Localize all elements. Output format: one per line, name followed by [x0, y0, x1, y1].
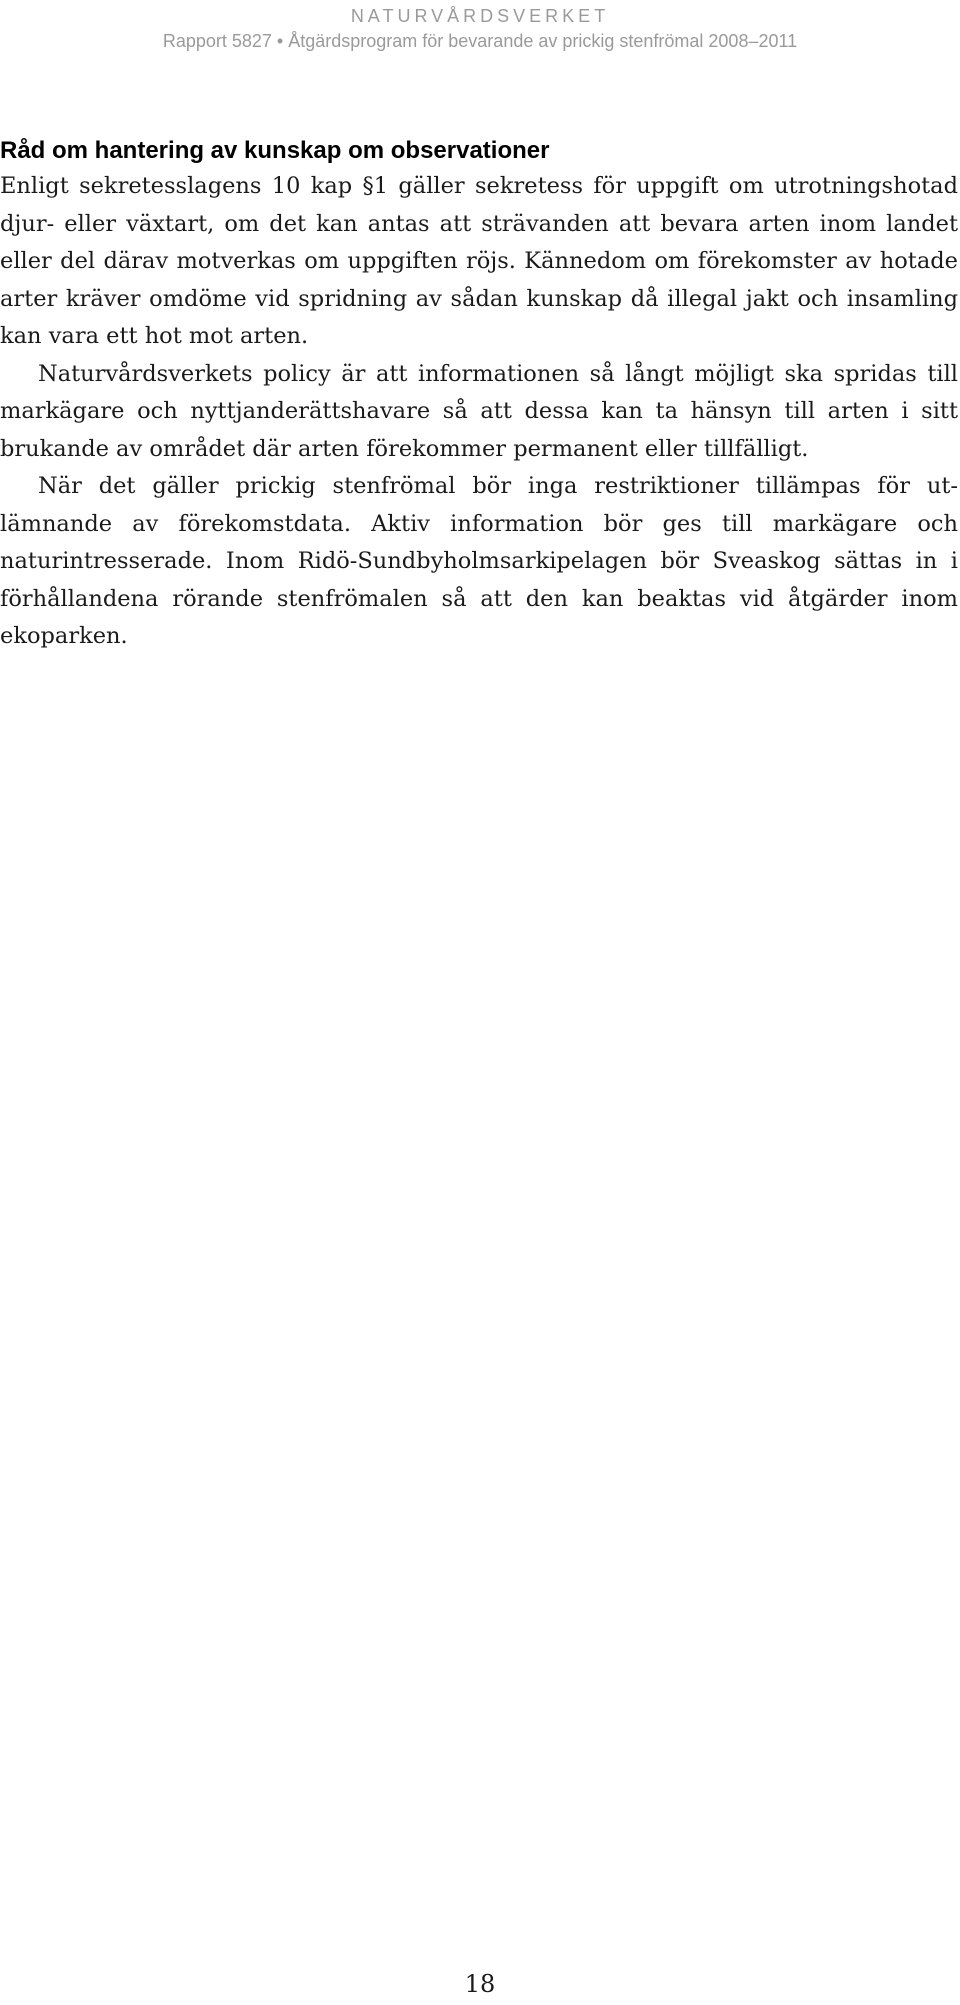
- page-number: 18: [464, 1970, 496, 1998]
- paragraph-policy: Naturvårdsverkets policy är att informationen så långt möjligt ska spridas till markägare och nyttjanderättshavare så att dessa kan ta hänsyn till arten i sitt brukande av området där arten förekommer permanent eller tillfälligt.: [0, 360, 958, 462]
- section-heading: Råd om hantering av kunskap om observationer: [0, 137, 550, 164]
- report-title: Rapport 5827 • Åtgärdsprogram för bevarande av prickig stenfrömal 2008–2011: [162, 31, 798, 51]
- main-content: [0, 134, 958, 656]
- paragraph-confidentiality: Enligt sekretesslagens 10 kap §1 gäller sekretess för uppgift om utrotningshotad djur- eller växtart, om det kan antas att strävanden att bevara arten inom landet eller del därav motverkas om uppgiften röjs. Kännedom om förekomster av hotade arter kräver omdöme vid spridning av sådan kunskap då illegal jakt och insamling kan vara ett hot mot arten.: [0, 173, 958, 349]
- paragraph-recommendation: När det gäller prickig stenfrömal bör inga restriktioner tillämpas för utlämnande av förekomstdata. Aktiv information bör ges till markägare och naturintresserade. Inom Ridö-Sundbyholmsarkipelagen bör Sveaskog sättas in i förhållandena rörande stenfrömalen så att den kan beaktas vid åtgärder inom ekoparken.: [0, 473, 958, 649]
- organization-name: NATURVÅRDSVERKET: [350, 6, 610, 26]
- page-header: [140, 4, 820, 54]
